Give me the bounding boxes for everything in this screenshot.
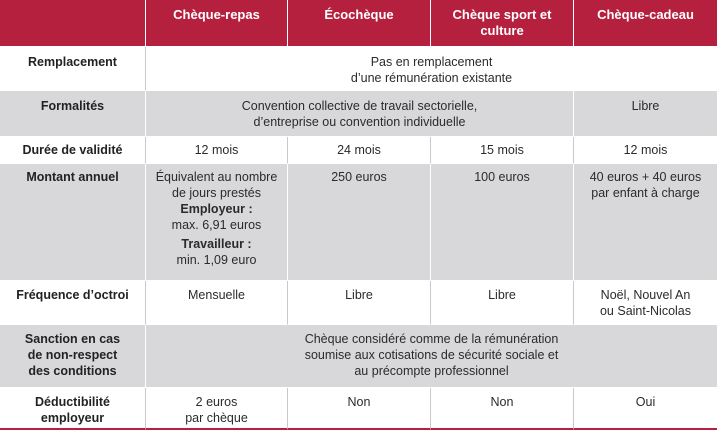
header-cheque-repas: Chèque-repas <box>146 0 288 47</box>
employeur-label: Employeur : <box>180 202 253 216</box>
row-label: Fréquence d’octroi <box>0 281 146 325</box>
row-label-line: Déductibilité <box>34 395 110 409</box>
row-formalites <box>0 91 717 137</box>
cell-text: soumise aux cotisations de sécurité sociale et <box>304 348 559 362</box>
row-remplacement <box>0 47 717 91</box>
cell-text: Pas en remplacement <box>370 55 493 69</box>
travailleur-value: min. 1,09 euro <box>176 253 257 267</box>
row-label-line: de non-respect <box>27 348 118 362</box>
sanction-merged-cell <box>146 325 717 388</box>
frequence-eco-cell: Libre <box>288 281 431 325</box>
travailleur-label: Travailleur : <box>181 237 252 251</box>
row-deductibilite <box>0 388 717 430</box>
montant-repas-cell <box>146 164 288 281</box>
duree-eco-cell: 24 mois <box>288 137 431 164</box>
row-label <box>0 325 146 388</box>
row-label <box>0 388 146 430</box>
frequence-sport-cell: Libre <box>431 281 574 325</box>
cell-text: d’une rémunération existante <box>350 71 513 85</box>
montant-eco-cell: 250 euros <box>288 164 431 281</box>
header-corner <box>0 0 146 47</box>
header-cheque-sport-culture: Chèque sport et culture <box>431 0 574 47</box>
remplacement-merged-cell <box>146 47 717 91</box>
row-duree <box>0 137 717 164</box>
row-frequence <box>0 281 717 325</box>
deductibilite-eco-cell: Non <box>288 388 431 430</box>
cell-text: 40 euros + 40 euros <box>589 170 702 184</box>
row-label: Formalités <box>0 91 146 137</box>
header-ecocheque: Écochèque <box>288 0 431 47</box>
row-sanction <box>0 325 717 388</box>
montant-sport-cell: 100 euros <box>431 164 574 281</box>
deductibilite-cadeau-cell: Oui <box>574 388 717 430</box>
employeur-value: max. 6,91 euros <box>171 218 262 232</box>
cell-text: d’entreprise ou convention individuelle <box>253 115 466 129</box>
frequence-repas-cell: Mensuelle <box>146 281 288 325</box>
montant-cadeau-cell <box>574 164 717 281</box>
cell-text: par chèque <box>185 411 248 425</box>
cell-text: de jours prestés <box>172 186 261 200</box>
cell-text: Convention collective de travail sectorielle, <box>241 99 478 113</box>
formalites-merged-cell <box>146 91 574 137</box>
cell-text: ou Saint-Nicolas <box>599 304 691 318</box>
frequence-cadeau-cell <box>574 281 717 325</box>
cell-text: Chèque considéré comme de la rémunération <box>304 332 559 346</box>
cell-text: Noël, Nouvel An <box>600 288 691 302</box>
duree-repas-cell: 12 mois <box>146 137 288 164</box>
cell-text: 2 euros <box>195 395 238 409</box>
row-label-line: Sanction en cas <box>24 332 121 346</box>
row-label: Durée de validité <box>0 137 146 164</box>
deductibilite-repas-cell <box>146 388 288 430</box>
row-label-line: des conditions <box>28 364 117 378</box>
row-label: Remplacement <box>0 47 146 91</box>
cell-text: au précompte professionnel <box>354 364 509 378</box>
cell-text: Équivalent au nombre <box>155 170 278 184</box>
header-cheque-cadeau: Chèque-cadeau <box>574 0 717 47</box>
row-montant <box>0 164 717 281</box>
duree-sport-cell: 15 mois <box>431 137 574 164</box>
table-header <box>0 0 717 47</box>
row-label: Montant annuel <box>0 164 146 281</box>
row-label-line: employeur <box>40 411 105 425</box>
deductibilite-sport-cell: Non <box>431 388 574 430</box>
duree-cadeau-cell: 12 mois <box>574 137 717 164</box>
formalites-cadeau-cell: Libre <box>574 91 717 137</box>
cell-text: par enfant à charge <box>591 186 700 200</box>
